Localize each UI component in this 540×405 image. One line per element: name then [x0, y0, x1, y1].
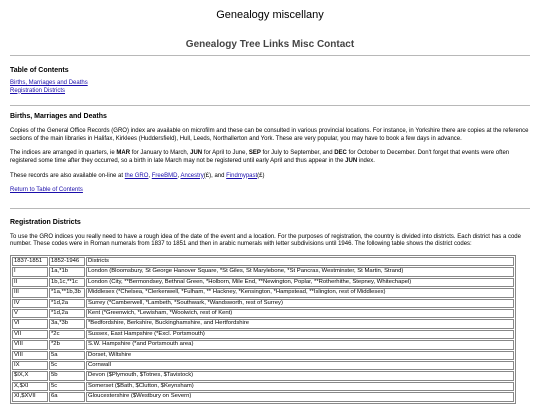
table-cell: 1b,1c,**1c: [49, 278, 85, 287]
divider: [10, 208, 530, 209]
table-cell: IV: [12, 299, 48, 308]
table-cell: IX: [12, 361, 48, 370]
table-cell: Gloucestershire ($Westbury on Severn): [86, 392, 514, 401]
table-header-cell: 1852-1946: [49, 257, 85, 266]
link-freebmd[interactable]: FreeBMD: [151, 172, 178, 179]
table-cell: I: [12, 267, 48, 276]
registration-paragraph: To use the GRO indices you really need to have a rough idea of the date of the event and a location. For the purposes of registration, the country is divided into districts. Each district has a code number. These codes were in Roman numerals from 1837 to 1851 and then in arabic numerals with letter subdivisions until 1946. The following table shows the district codes:: [10, 233, 521, 248]
table-row: [12, 392, 514, 401]
table-cell: XI,$XVII: [12, 392, 48, 401]
table-cell: Middlesex (*Chelsea, *Clerkenwell, *Fulham, ** Hackney, *Kensington, *Hampstead, **Islington, rest of Middlesex): [86, 288, 514, 297]
table-row: [12, 267, 514, 276]
table-header-row: [12, 257, 514, 266]
table-header-cell: Districts: [86, 257, 514, 266]
table-row: [12, 351, 514, 360]
table-cell: II: [12, 278, 48, 287]
table-cell: 5c: [49, 382, 85, 391]
table-cell: Cornwall: [86, 361, 514, 370]
table-cell: Somerset ($Bath, $Clutton, $Keynsham): [86, 382, 514, 391]
table-cell: Surrey (*Camberwell, *Lambeth, *Southwark, *Wandsworth, rest of Surrey): [86, 299, 514, 308]
table-cell: Dorset, Wiltshire: [86, 351, 514, 360]
table-row: [12, 309, 514, 318]
table-row: [12, 382, 514, 391]
link-gro[interactable]: the GRO: [124, 172, 149, 179]
births-paragraph-online: These records are also available on-line at the GRO, FreeBMD, Ancestry(£), and Findmypast(£): [10, 172, 265, 179]
table-row: [12, 288, 514, 297]
table-row: [12, 278, 514, 287]
table-cell: *1d,2a: [49, 299, 85, 308]
table-cell: Kent (*Greenwich, *Lewisham, *Woolwich, rest of Kent): [86, 309, 514, 318]
table-cell: $IX,X: [12, 371, 48, 380]
table-cell: S.W. Hampshire (*and Portsmouth area): [86, 340, 514, 349]
births-paragraph-quarters: The indices are arranged in quarters, ie MAR for January to March, JUN for April to June, SEP for July to September, and DEC for October to December. Don't forget that events were often registered some time after they occurred, so a birth in late March may not be registered until early April and thus appear in the JUN index.: [10, 150, 510, 164]
table-row: [12, 340, 514, 349]
table-row: [12, 371, 514, 380]
table-cell: *1d,2a: [49, 309, 85, 318]
table-cell: Sussex, East Hampshire (*Excl. Portsmouth): [86, 330, 514, 339]
table-row: [12, 361, 514, 370]
table-cell: VII: [12, 330, 48, 339]
toc-heading: Table of Contents: [10, 67, 69, 74]
table-cell: X,$XI: [12, 382, 48, 391]
births-heading: Births, Marriages and Deaths: [10, 113, 107, 121]
births-paragraph-gro: Copies of the General Office Records (GRO) index are available on microfilm and these can be consulted in various provincial locations. For instance, in Yorkshire there are copies at the reference sections of the main libraries in Halifax, Kirklees (Huddersfield), Hull, Leeds, Northallerton and York. These are very popular, you may have to book a few days in advance.: [10, 128, 529, 142]
table-cell: 5b: [49, 371, 85, 380]
toc-link-births[interactable]: Births, Marriages and Deaths: [10, 80, 88, 86]
table-cell: *2c: [49, 330, 85, 339]
district-table: [10, 255, 516, 404]
table-cell: Devon ($Plymouth, $Totnes, $Tavistock): [86, 371, 514, 380]
table-cell: VI: [12, 319, 48, 328]
table-row: [12, 330, 514, 339]
table-cell: *1a,**1b,3b: [49, 288, 85, 297]
table-cell: *2b: [49, 340, 85, 349]
table-cell: V: [12, 309, 48, 318]
divider: [10, 105, 530, 106]
link-findmypast[interactable]: Findmypast: [226, 172, 258, 179]
table-cell: VIII: [12, 351, 48, 360]
divider: [10, 55, 530, 56]
table-row: [12, 299, 514, 308]
page: [10, 0, 530, 404]
site-title: Genealogy miscellany: [216, 9, 324, 21]
return-paragraph: [10, 187, 530, 195]
table-cell: *Bedfordshire, Berkshire, Buckinghamshire, and Hertfordshire: [86, 319, 514, 328]
table-cell: London (City, **Bermondsey, Bethnal Green, *Holborn, Mile End, **Newington, Poplar, **Rotherhithe, Stepney, Whitechapel): [86, 278, 514, 287]
registration-heading: Registration Districts: [10, 218, 81, 226]
table-header-cell: 1837-1851: [12, 257, 48, 266]
toc-link-registration[interactable]: Registration Districts: [10, 87, 66, 94]
table-cell: 6a: [49, 392, 85, 401]
table-cell: 5a: [49, 351, 85, 360]
table-cell: III: [12, 288, 48, 297]
table-row: [12, 319, 514, 328]
page-title: Genealogy Tree Links Misc Contact: [185, 39, 355, 50]
table-cell: 5c: [49, 361, 85, 370]
toc-links: [10, 80, 530, 95]
table-cell: London (Bloomsbury, St George Hanover Square, *St Giles, St Marylebone, *St Pancras, Westminster, St Martin, Strand): [86, 267, 514, 276]
table-cell: 3a,*3b: [49, 319, 85, 328]
link-ancestry[interactable]: Ancestry: [180, 172, 204, 179]
table-cell: VIII: [12, 340, 48, 349]
table-cell: 1a,*1b: [49, 267, 85, 276]
return-to-toc-link[interactable]: Return to Table of Contents: [10, 187, 83, 194]
